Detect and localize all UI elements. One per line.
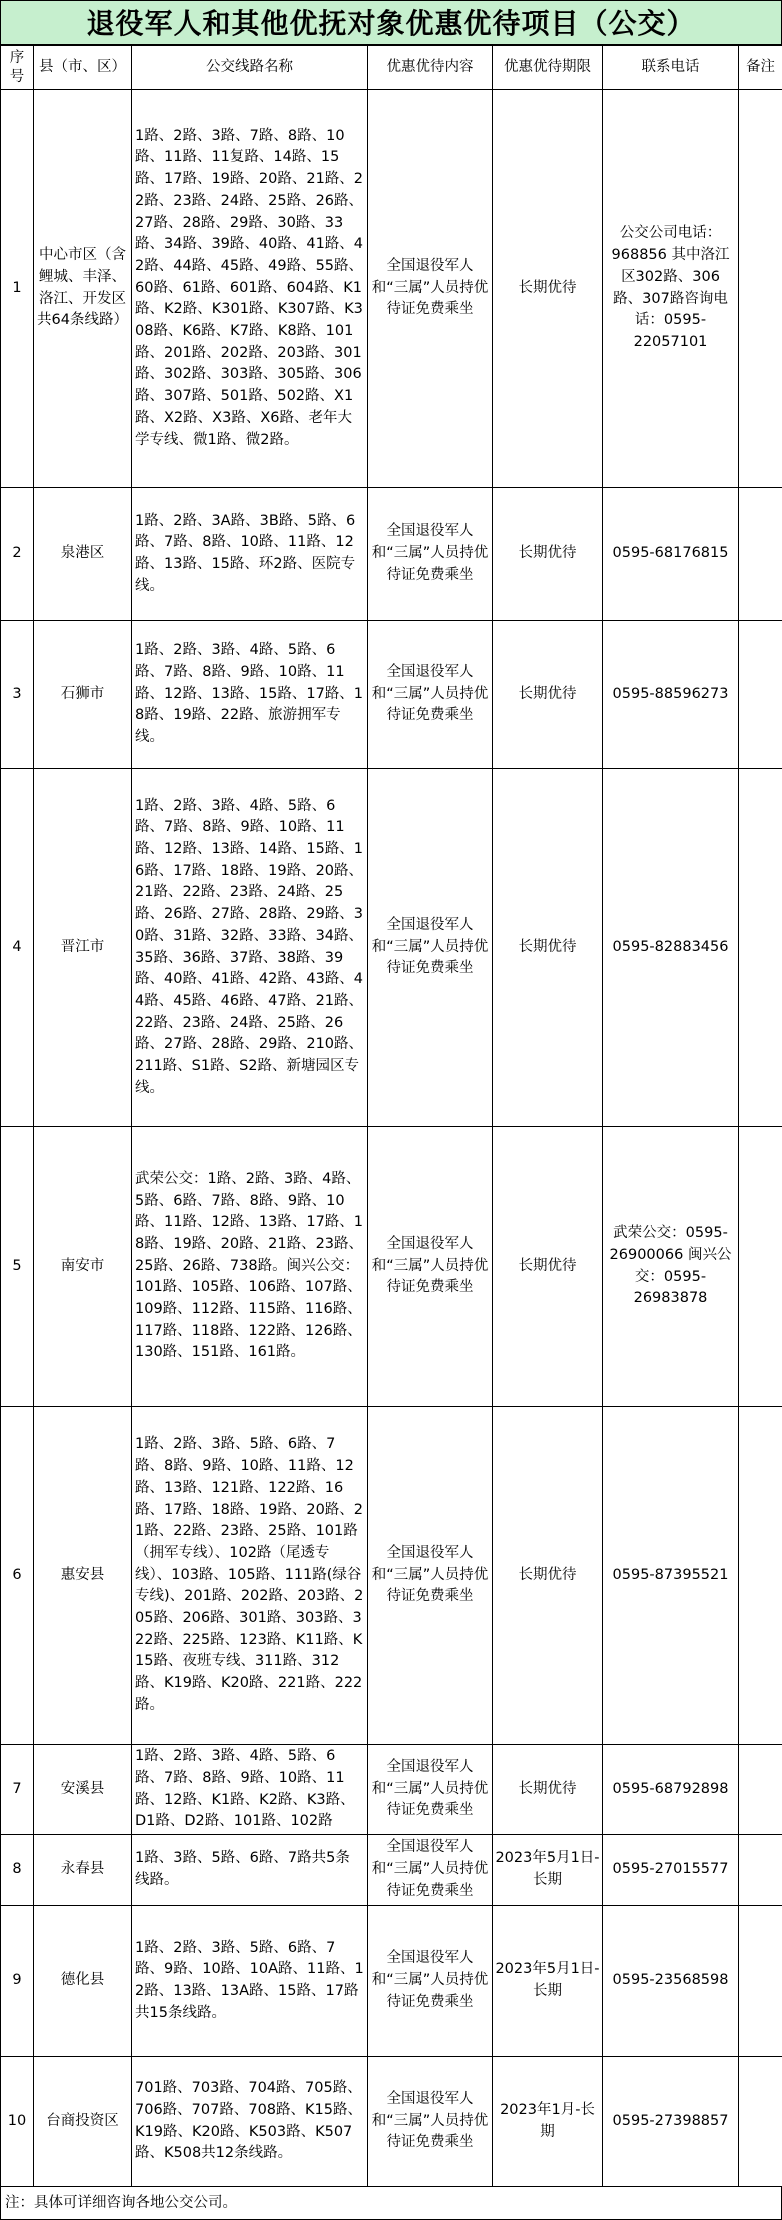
row-content: 全国退役军人和“三属”人员持优待证免费乘坐: [368, 1906, 493, 2057]
row-county: 中心市区（含鲤城、丰泽、洛江、开发区共64条线路）: [34, 90, 132, 488]
row-county: 台商投资区: [34, 2057, 132, 2187]
header-county: 县（市、区）: [34, 46, 132, 90]
row-content: 全国退役军人和“三属”人员持优待证免费乘坐: [368, 1127, 493, 1407]
row-period: 长期优待: [493, 90, 603, 488]
row-period: 长期优待: [493, 488, 603, 621]
row-index: 3: [1, 621, 34, 769]
header-phone: 联系电话: [603, 46, 739, 90]
header-period: 优惠优待期限: [493, 46, 603, 90]
row-content: 全国退役军人和“三属”人员持优待证免费乘坐: [368, 1835, 493, 1906]
table-row: [1, 2057, 782, 2187]
row-index: 1: [1, 90, 34, 488]
row-content: 全国退役军人和“三属”人员持优待证免费乘坐: [368, 769, 493, 1127]
row-county: 泉港区: [34, 488, 132, 621]
row-county: 永春县: [34, 1835, 132, 1906]
row-routes: 1路、2路、3路、4路、5路、6路、7路、8路、9路、10路、11路、12路、K1路、K2路、K3路、D1路、D2路、101路、102路: [132, 1745, 368, 1835]
row-remark: [739, 1407, 782, 1745]
header-routes: 公交线路名称: [132, 46, 368, 90]
row-remark: [739, 1745, 782, 1835]
row-phone: 0595-88596273: [603, 621, 739, 769]
row-routes: 1路、2路、3路、7路、8路、10路、11路、11复路、14路、15路、17路、19路、20路、21路、22路、23路、24路、25路、26路、27路、28路、29路、30路、33路、34路、39路、40路、41路、42路、44路、45路、49路、55路、60路、61路、601路、604路、K1路、K2路、K301路、K307路、K308路、K6路、K7路、K8路、101路、201路、202路、203路、301路、302路、303路、305路、306路、307路、501路、502路、X1路、X2路、X3路、X6路、老年大学专线、微1路、微2路。: [132, 90, 368, 488]
table-row: [1, 621, 782, 769]
row-phone: 0595-23568598: [603, 1906, 739, 2057]
row-phone: 0595-82883456: [603, 769, 739, 1127]
row-routes: 1路、2路、3路、5路、6路、7路、8路、9路、10路、11路、12路、13路、121路、122路、16路、17路、18路、19路、20路、21路、22路、23路、25路、101路（拥军专线）、102路（尾透专线）、103路、105路、111路(绿谷专线)、201路、202路、203路、205路、206路、301路、303路、322路、225路、123路、K11路、K15路、夜班专线、311路、312路、K19路、K20路、221路、222路。: [132, 1407, 368, 1745]
row-routes: 武荣公交：1路、2路、3路、4路、5路、6路、7路、8路、9路、10路、11路、12路、13路、17路、18路、19路、20路、21路、23路、25路、26路、738路。闽兴公交：101路、105路、106路、107路、109路、112路、115路、116路、117路、118路、122路、126路、130路、151路、161路。: [132, 1127, 368, 1407]
row-index: 5: [1, 1127, 34, 1407]
row-index: 4: [1, 769, 34, 1127]
row-content: 全国退役军人和“三属”人员持优待证免费乘坐: [368, 1745, 493, 1835]
row-period: 2023年1月-长期: [493, 2057, 603, 2187]
row-remark: [739, 90, 782, 488]
row-remark: [739, 2057, 782, 2187]
page-title: 退役军人和其他优抚对象优惠优待项目（公交）: [0, 0, 782, 45]
row-county: 惠安县: [34, 1407, 132, 1745]
row-phone: 0595-27015577: [603, 1835, 739, 1906]
row-index: 10: [1, 2057, 34, 2187]
row-county: 安溪县: [34, 1745, 132, 1835]
row-county: 晋江市: [34, 769, 132, 1127]
table-row: [1, 1906, 782, 2057]
table-row: [1, 1127, 782, 1407]
row-period: 长期优待: [493, 621, 603, 769]
row-routes: 1路、2路、3路、5路、6路、7路、9路、10路、10A路、11路、12路、13路、13A路、15路、17路共15条线路。: [132, 1906, 368, 2057]
row-phone: 0595-68176815: [603, 488, 739, 621]
header-index: 序号: [1, 46, 34, 90]
row-routes: 1路、2路、3路、4路、5路、6路、7路、8路、9路、10路、11路、12路、13路、14路、15路、16路、17路、18路、19路、20路、21路、22路、23路、24路、25路、26路、27路、28路、29路、30路、31路、32路、33路、34路、35路、36路、37路、38路、39路、40路、41路、42路、43路、44路、45路、46路、47路、21路、22路、23路、24路、25路、26路、27路、28路、29路、210路、211路、S1路、S2路、新塘园区专线。: [132, 769, 368, 1127]
row-period: 长期优待: [493, 1127, 603, 1407]
row-phone: 武荣公交：0595-26900066 闽兴公交：0595-26983878: [603, 1127, 739, 1407]
row-routes: 1路、3路、5路、6路、7路共5条线路。: [132, 1835, 368, 1906]
row-county: 石狮市: [34, 621, 132, 769]
header-content: 优惠优待内容: [368, 46, 493, 90]
row-content: 全国退役军人和“三属”人员持优待证免费乘坐: [368, 488, 493, 621]
row-remark: [739, 769, 782, 1127]
header-remark: 备注: [739, 46, 782, 90]
row-remark: [739, 621, 782, 769]
row-period: 2023年5月1日-长期: [493, 1835, 603, 1906]
row-phone: 公交公司电话：968856 其中洛江区302路、306路、307路咨询电话：0595-22057101: [603, 90, 739, 488]
row-remark: [739, 1835, 782, 1906]
table-row: [1, 90, 782, 488]
row-phone: 0595-27398857: [603, 2057, 739, 2187]
row-remark: [739, 488, 782, 621]
row-phone: 0595-68792898: [603, 1745, 739, 1835]
row-period: 长期优待: [493, 769, 603, 1127]
row-index: 6: [1, 1407, 34, 1745]
benefits-table: [0, 45, 782, 2187]
row-routes: 1路、2路、3路、4路、5路、6路、7路、8路、9路、10路、11路、12路、13路、15路、17路、18路、19路、22路、旅游拥军专线。: [132, 621, 368, 769]
row-routes: 701路、703路、704路、705路、706路、707路、708路、K15路、K19路、K20路、K503路、K507路、K508共12条线路。: [132, 2057, 368, 2187]
row-content: 全国退役军人和“三属”人员持优待证免费乘坐: [368, 1407, 493, 1745]
row-county: 南安市: [34, 1127, 132, 1407]
table-row: [1, 769, 782, 1127]
row-index: 9: [1, 1906, 34, 2057]
row-index: 7: [1, 1745, 34, 1835]
header-row: [1, 46, 782, 90]
table-row: [1, 1407, 782, 1745]
table-row: [1, 1835, 782, 1906]
row-period: 2023年5月1日-长期: [493, 1906, 603, 2057]
row-content: 全国退役军人和“三属”人员持优待证免费乘坐: [368, 621, 493, 769]
row-county: 德化县: [34, 1906, 132, 2057]
row-content: 全国退役军人和“三属”人员持优待证免费乘坐: [368, 90, 493, 488]
row-period: 长期优待: [493, 1745, 603, 1835]
row-remark: [739, 1906, 782, 2057]
row-content: 全国退役军人和“三属”人员持优待证免费乘坐: [368, 2057, 493, 2187]
table-row: [1, 488, 782, 621]
row-index: 2: [1, 488, 34, 621]
row-index: 8: [1, 1835, 34, 1906]
row-routes: 1路、2路、3A路、3B路、5路、6路、7路、8路、10路、11路、12路、13路、15路、环2路、医院专线。: [132, 488, 368, 621]
row-phone: 0595-87395521: [603, 1407, 739, 1745]
table-row: [1, 1745, 782, 1835]
row-period: 长期优待: [493, 1407, 603, 1745]
row-remark: [739, 1127, 782, 1407]
footnote: 注：具体可详细咨询各地公交公司。: [0, 2187, 782, 2220]
